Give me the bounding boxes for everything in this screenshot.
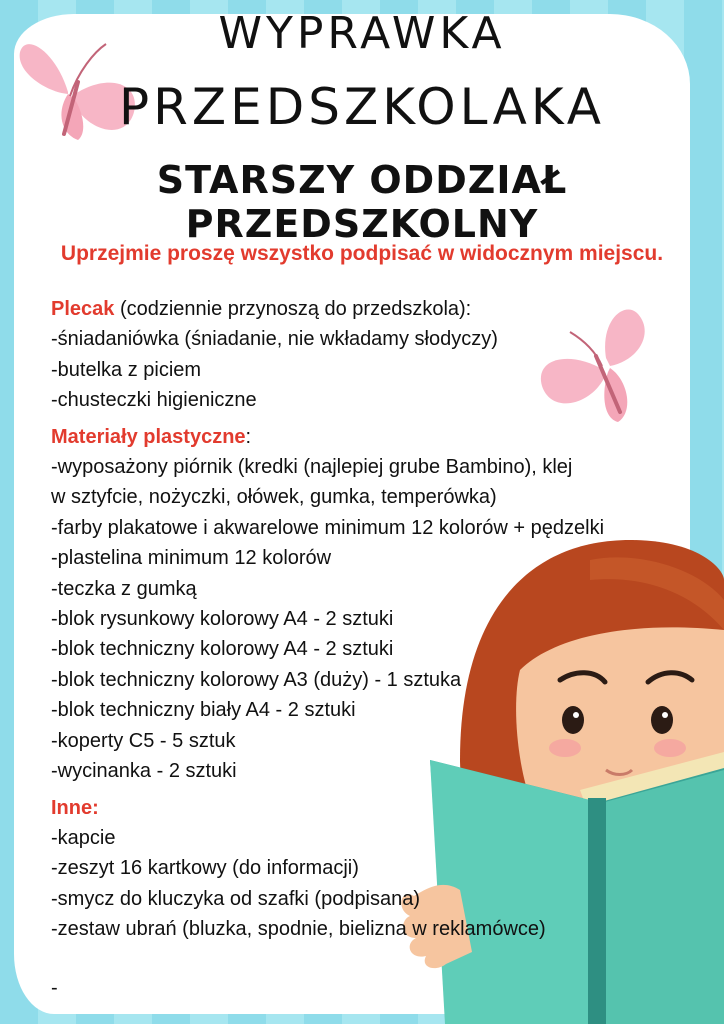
list-item: -zestaw ubrań (bluzka, spodnie, bielizna w reklamówce) — [51, 918, 546, 941]
list-item: -blok techniczny kolorowy A4 - 2 sztuki — [51, 638, 394, 661]
list-item: -teczka z gumką — [51, 577, 197, 600]
section-heading-line — [51, 294, 691, 324]
section-inne — [51, 793, 691, 945]
section-plecak — [51, 294, 691, 416]
list-item: -blok techniczny biały A4 - 2 sztuki — [51, 699, 356, 722]
list-item: -plastelina minimum 12 kolorów — [51, 547, 332, 570]
list-item: -blok techniczny kolorowy A3 (duży) - 1 sztuka — [51, 668, 462, 691]
section-materialy — [51, 422, 691, 787]
section-heading-suffix: (codziennie przynoszą do przedszkola): — [114, 298, 472, 320]
supply-list — [51, 294, 691, 1003]
section-heading: Materiały plastyczne — [51, 425, 246, 448]
trailing-dash: - — [51, 976, 58, 999]
section-heading-suffix: : — [245, 425, 252, 448]
list-item: -koperty C5 - 5 sztuk — [51, 729, 236, 752]
section-heading-line — [51, 422, 691, 452]
list-item: -farby plakatowe i akwarelowe minimum 12 kolorów + pędzelki — [51, 516, 605, 539]
list-item: -kapcie — [51, 826, 116, 849]
list-item: -butelka z piciem — [51, 358, 202, 381]
list-item: -chusteczki higieniczne — [51, 389, 257, 412]
subtitle: STARSZY ODDZIAŁ PRZEDSZKOLNY — [156, 158, 568, 246]
title-line-1: WYPRAWKA — [218, 8, 506, 59]
list-item: -wycinanka - 2 sztuki — [51, 760, 237, 783]
section-heading: Inne: — [51, 796, 99, 819]
title-line-2: PRZEDSZKOLAKA — [119, 78, 605, 136]
section-heading: Plecak — [51, 298, 115, 320]
list-item: -śniadaniówka (śniadanie, nie wkładamy słodyczy) — [51, 328, 498, 351]
signing-notice: Uprzejmie proszę wszystko podpisać w widocznym miejscu. — [60, 242, 664, 265]
list-item: -smycz do kluczyka od szafki (podpisana) — [51, 887, 421, 910]
list-item: -blok rysunkowy kolorowy A4 - 2 sztuki — [51, 608, 394, 631]
list-item: -wyposażony piórnik (kredki (najlepiej grube Bambino), klej — [51, 456, 573, 479]
list-item: -zeszyt 16 kartkowy (do informacji) — [51, 857, 359, 880]
list-item: w sztyfcie, nożyczki, ołówek, gumka, temperówka) — [51, 486, 497, 509]
